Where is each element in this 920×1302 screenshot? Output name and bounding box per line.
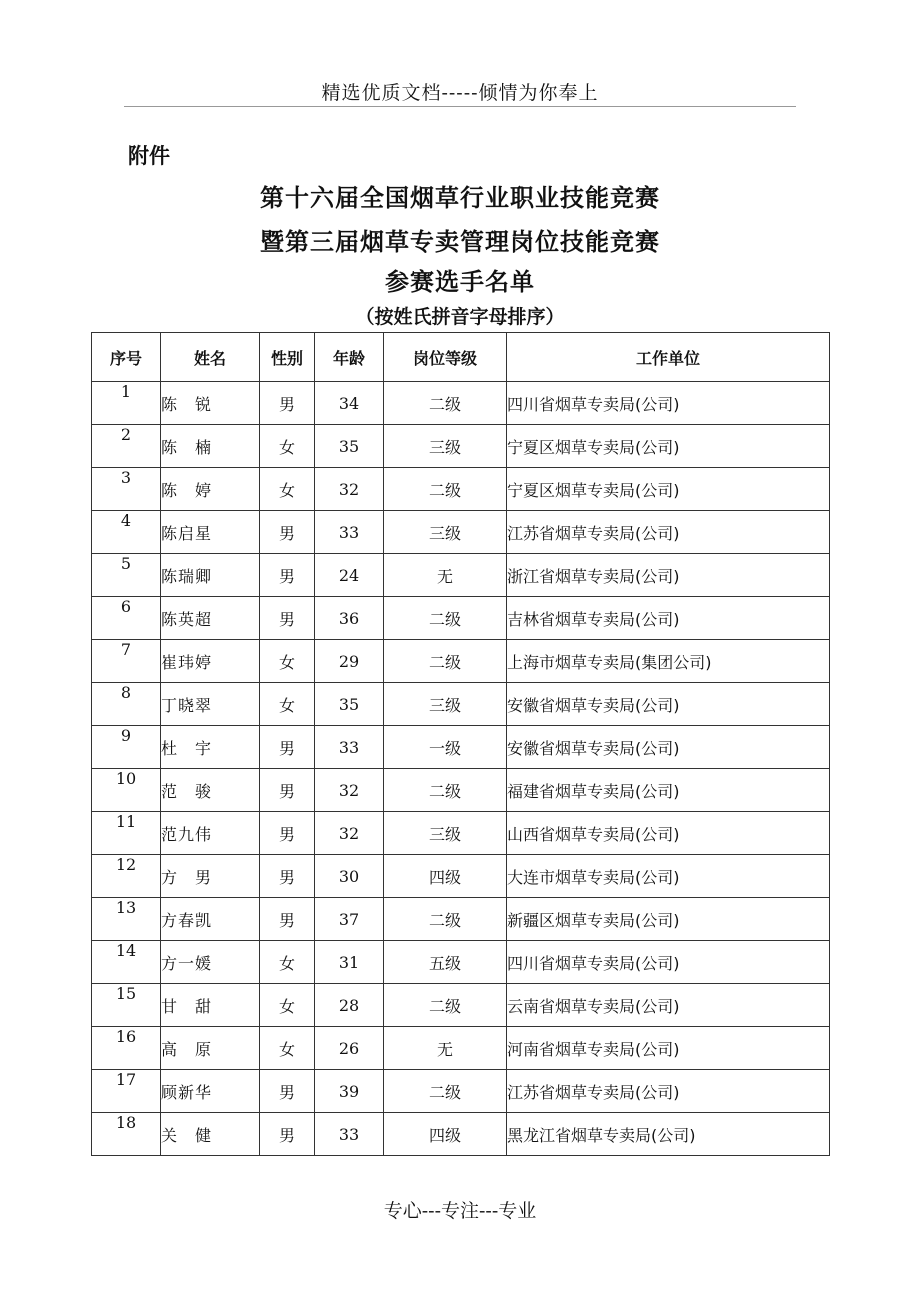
table-row [92,683,830,726]
header-divider [124,106,796,107]
cell-name: 陈 婷 [161,468,260,511]
cell-age: 37 [315,898,384,941]
cell-age: 26 [315,1027,384,1070]
cell-age: 36 [315,597,384,640]
cell-unit: 黑龙江省烟草专卖局(公司) [507,1113,830,1156]
cell-name: 杜 宇 [161,726,260,769]
table-row [92,554,830,597]
cell-level: 一级 [384,726,507,769]
cell-age: 34 [315,382,384,425]
cell-unit: 山西省烟草专卖局(公司) [507,812,830,855]
cell-name: 方一媛 [161,941,260,984]
cell-age: 33 [315,726,384,769]
header-no: 序号 [92,333,161,382]
cell-name: 陈 锐 [161,382,260,425]
cell-no: 5 [92,554,161,597]
cell-age: 30 [315,855,384,898]
cell-level: 四级 [384,855,507,898]
cell-name: 陈瑞卿 [161,554,260,597]
cell-name: 范九伟 [161,812,260,855]
cell-sex: 男 [260,855,315,898]
cell-no: 1 [92,382,161,425]
cell-age: 35 [315,683,384,726]
cell-age: 31 [315,941,384,984]
cell-name: 方 男 [161,855,260,898]
document-title-line-2: 暨第三届烟草专卖管理岗位技能竞赛 [260,228,660,256]
page-header-text: 精选优质文档-----倾情为你奉上 [321,82,599,104]
cell-sex: 男 [260,898,315,941]
cell-age: 33 [315,1113,384,1156]
document-title-line-1: 第十六届全国烟草行业职业技能竞赛 [260,184,660,212]
cell-no: 11 [92,812,161,855]
cell-unit: 江苏省烟草专卖局(公司) [507,1070,830,1113]
table-row [92,898,830,941]
table-row [92,425,830,468]
cell-unit: 宁夏区烟草专卖局(公司) [507,425,830,468]
cell-sex: 男 [260,554,315,597]
table-row [92,1027,830,1070]
cell-age: 32 [315,468,384,511]
cell-unit: 浙江省烟草专卖局(公司) [507,554,830,597]
cell-no: 4 [92,511,161,554]
cell-unit: 新疆区烟草专卖局(公司) [507,898,830,941]
cell-no: 7 [92,640,161,683]
table-row [92,769,830,812]
cell-name: 高 原 [161,1027,260,1070]
cell-level: 五级 [384,941,507,984]
cell-unit: 江苏省烟草专卖局(公司) [507,511,830,554]
table-row [92,597,830,640]
cell-unit: 安徽省烟草专卖局(公司) [507,726,830,769]
cell-sex: 女 [260,640,315,683]
table-header-row [92,333,830,382]
cell-unit: 安徽省烟草专卖局(公司) [507,683,830,726]
cell-sex: 男 [260,382,315,425]
cell-age: 39 [315,1070,384,1113]
cell-unit: 河南省烟草专卖局(公司) [507,1027,830,1070]
cell-no: 8 [92,683,161,726]
cell-no: 9 [92,726,161,769]
cell-level: 二级 [384,382,507,425]
cell-unit: 四川省烟草专卖局(公司) [507,941,830,984]
cell-sex: 女 [260,1027,315,1070]
cell-level: 三级 [384,511,507,554]
cell-name: 关 健 [161,1113,260,1156]
header-age: 年龄 [315,333,384,382]
cell-sex: 男 [260,1113,315,1156]
cell-name: 顾新华 [161,1070,260,1113]
cell-level: 无 [384,1027,507,1070]
table-row [92,511,830,554]
cell-age: 28 [315,984,384,1027]
cell-level: 二级 [384,640,507,683]
cell-age: 33 [315,511,384,554]
cell-unit: 福建省烟草专卖局(公司) [507,769,830,812]
contestant-table [91,332,830,1156]
document-title-line-3: 参赛选手名单 [385,268,535,296]
cell-no: 10 [92,769,161,812]
header-level: 岗位等级 [384,333,507,382]
cell-name: 陈英超 [161,597,260,640]
table-row [92,1070,830,1113]
cell-sex: 男 [260,812,315,855]
table-row [92,468,830,511]
cell-no: 16 [92,1027,161,1070]
cell-unit: 四川省烟草专卖局(公司) [507,382,830,425]
cell-sex: 女 [260,468,315,511]
cell-no: 18 [92,1113,161,1156]
cell-sex: 女 [260,984,315,1027]
table-row [92,855,830,898]
cell-name: 陈 楠 [161,425,260,468]
table-body [92,382,830,1156]
document-subtitle: （按姓氏拼音字母排序） [355,306,565,328]
header-name: 姓名 [161,333,260,382]
cell-no: 2 [92,425,161,468]
cell-no: 17 [92,1070,161,1113]
cell-sex: 男 [260,597,315,640]
cell-unit: 大连市烟草专卖局(公司) [507,855,830,898]
cell-sex: 女 [260,683,315,726]
cell-name: 甘 甜 [161,984,260,1027]
cell-level: 二级 [384,468,507,511]
cell-sex: 男 [260,726,315,769]
cell-sex: 女 [260,425,315,468]
cell-unit: 云南省烟草专卖局(公司) [507,984,830,1027]
cell-unit: 宁夏区烟草专卖局(公司) [507,468,830,511]
table-row [92,812,830,855]
header-unit: 工作单位 [507,333,830,382]
cell-name: 崔玮婷 [161,640,260,683]
cell-sex: 男 [260,1070,315,1113]
attachment-label: 附件 [128,144,170,168]
cell-level: 三级 [384,683,507,726]
cell-level: 无 [384,554,507,597]
page-footer-text: 专心---专注---专业 [383,1200,537,1222]
table-row [92,726,830,769]
table-row [92,382,830,425]
cell-age: 35 [315,425,384,468]
cell-level: 二级 [384,984,507,1027]
cell-name: 范 骏 [161,769,260,812]
cell-level: 四级 [384,1113,507,1156]
cell-level: 三级 [384,425,507,468]
cell-age: 32 [315,769,384,812]
cell-name: 丁晓翠 [161,683,260,726]
cell-sex: 男 [260,511,315,554]
cell-level: 二级 [384,898,507,941]
cell-age: 24 [315,554,384,597]
table-row [92,640,830,683]
cell-no: 13 [92,898,161,941]
cell-unit: 上海市烟草专卖局(集团公司) [507,640,830,683]
cell-name: 方春凯 [161,898,260,941]
cell-age: 32 [315,812,384,855]
cell-no: 12 [92,855,161,898]
cell-age: 29 [315,640,384,683]
cell-sex: 男 [260,769,315,812]
cell-name: 陈启星 [161,511,260,554]
cell-level: 二级 [384,1070,507,1113]
cell-no: 15 [92,984,161,1027]
cell-level: 二级 [384,769,507,812]
cell-level: 三级 [384,812,507,855]
header-sex: 性别 [260,333,315,382]
cell-no: 6 [92,597,161,640]
table-row [92,984,830,1027]
cell-unit: 吉林省烟草专卖局(公司) [507,597,830,640]
cell-no: 14 [92,941,161,984]
table-row [92,1113,830,1156]
cell-level: 二级 [384,597,507,640]
table-row [92,941,830,984]
cell-sex: 女 [260,941,315,984]
cell-no: 3 [92,468,161,511]
